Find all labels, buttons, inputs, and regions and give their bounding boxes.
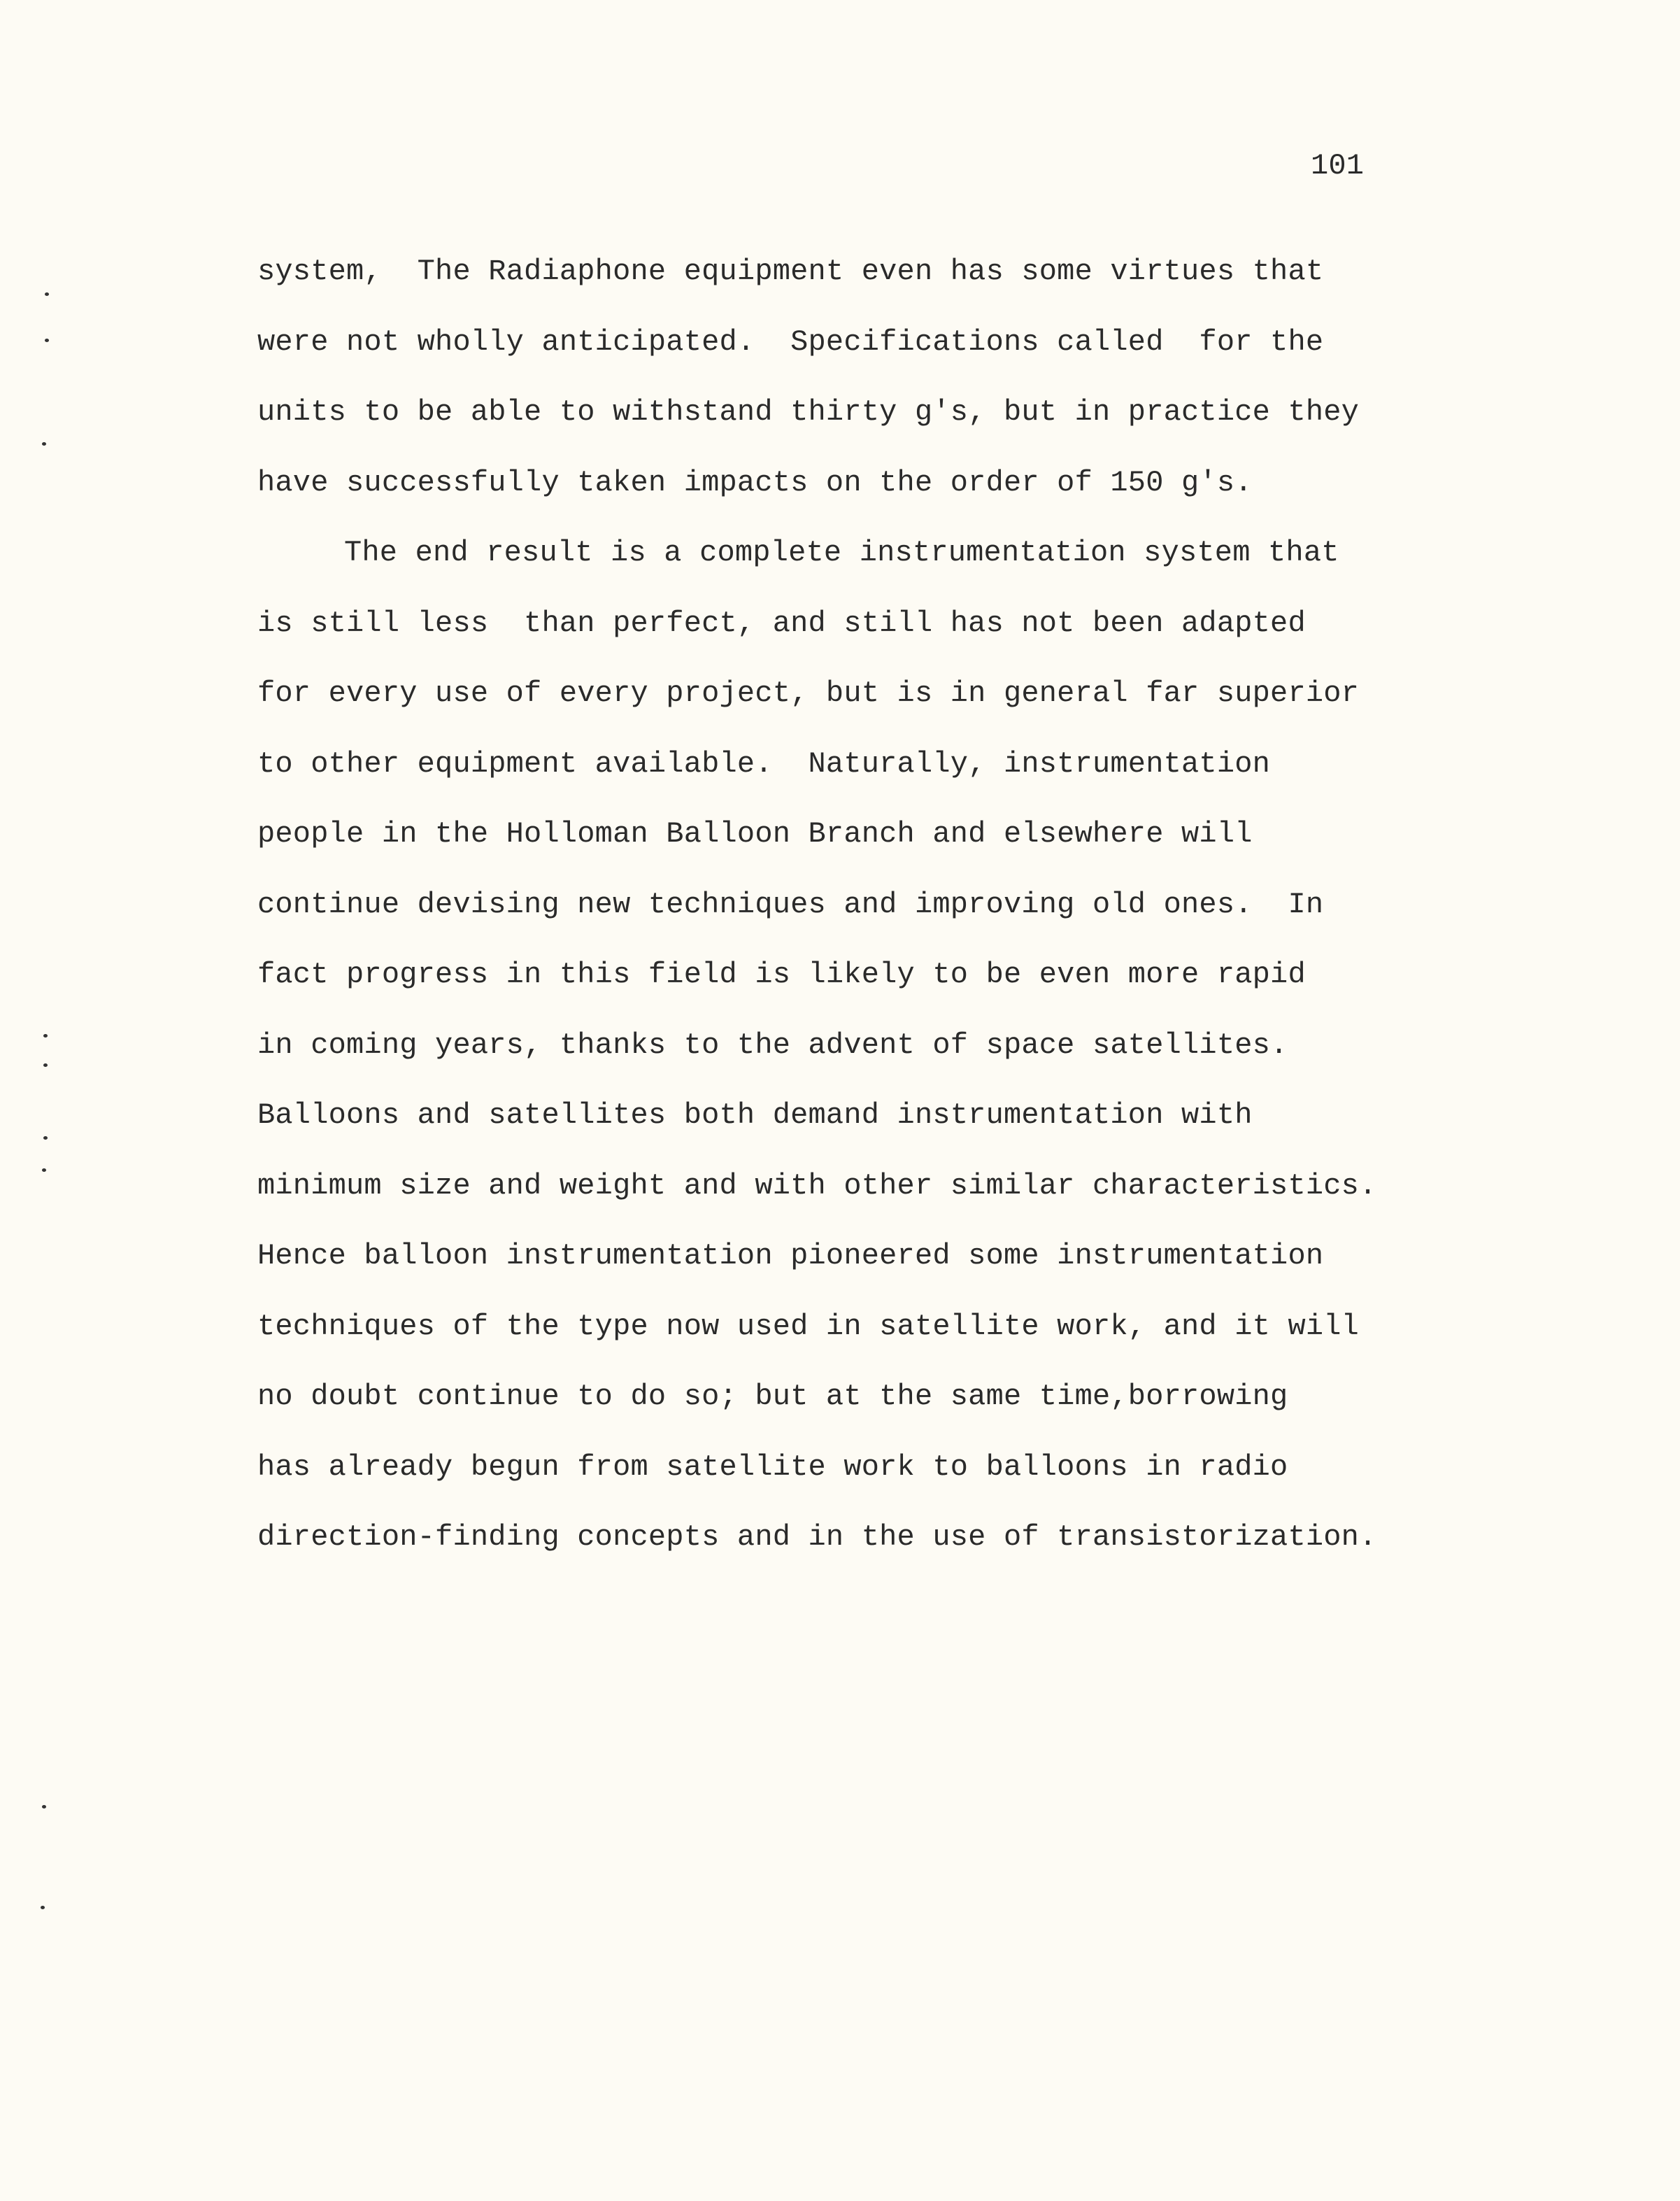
text-line: have successfully taken impacts on the order of 150 g's. (257, 465, 1253, 500)
text-line: direction-finding concepts and in the use of transistorization. (257, 1520, 1377, 1554)
binding-hole-mark (45, 292, 49, 296)
text-line: people in the Holloman Balloon Branch and elsewhere will (257, 817, 1253, 851)
text-line: has already begun from satellite work to balloons in radio (257, 1450, 1288, 1484)
text-line: system, The Radiaphone equipment even has some virtues that (257, 255, 1324, 288)
binding-hole-mark (43, 1034, 48, 1038)
binding-hole-mark (45, 339, 49, 342)
text-line: The end result is a complete instrumentation system that (344, 536, 1339, 569)
binding-hole-mark (42, 1168, 46, 1172)
text-line: in coming years, thanks to the advent of space satellites. (257, 1028, 1288, 1062)
binding-hole-mark (42, 442, 46, 446)
binding-hole-mark (43, 1136, 48, 1140)
text-line: is still less than perfect, and still has not been adapted (257, 606, 1306, 640)
text-line: techniques of the type now used in satellite work, and it will (257, 1309, 1360, 1343)
text-line: no doubt continue to do so; but at the same time,borrowing (257, 1380, 1288, 1413)
binding-hole-mark (43, 1063, 48, 1067)
text-line: units to be able to withstand thirty g's, but in practice they (257, 395, 1360, 429)
page-number: 101 (1311, 149, 1365, 183)
text-line: were not wholly anticipated. Specifications called for the (257, 325, 1324, 359)
text-line: fact progress in this field is likely to be even more rapid (257, 958, 1306, 991)
text-line: to other equipment available. Naturally, instrumentation (257, 746, 1271, 781)
text-line: for every use of every project, but is in general far superior (257, 677, 1360, 710)
text-line: continue devising new techniques and improving old ones. In (257, 887, 1324, 921)
binding-hole-mark (41, 1906, 45, 1909)
text-line: Hence balloon instrumentation pioneered some instrumentation (257, 1239, 1324, 1273)
binding-hole-mark (42, 1805, 46, 1809)
text-line: minimum size and weight and with other similar characteristics. (257, 1168, 1377, 1203)
text-line: Balloons and satellites both demand instrumentation with (257, 1098, 1253, 1132)
